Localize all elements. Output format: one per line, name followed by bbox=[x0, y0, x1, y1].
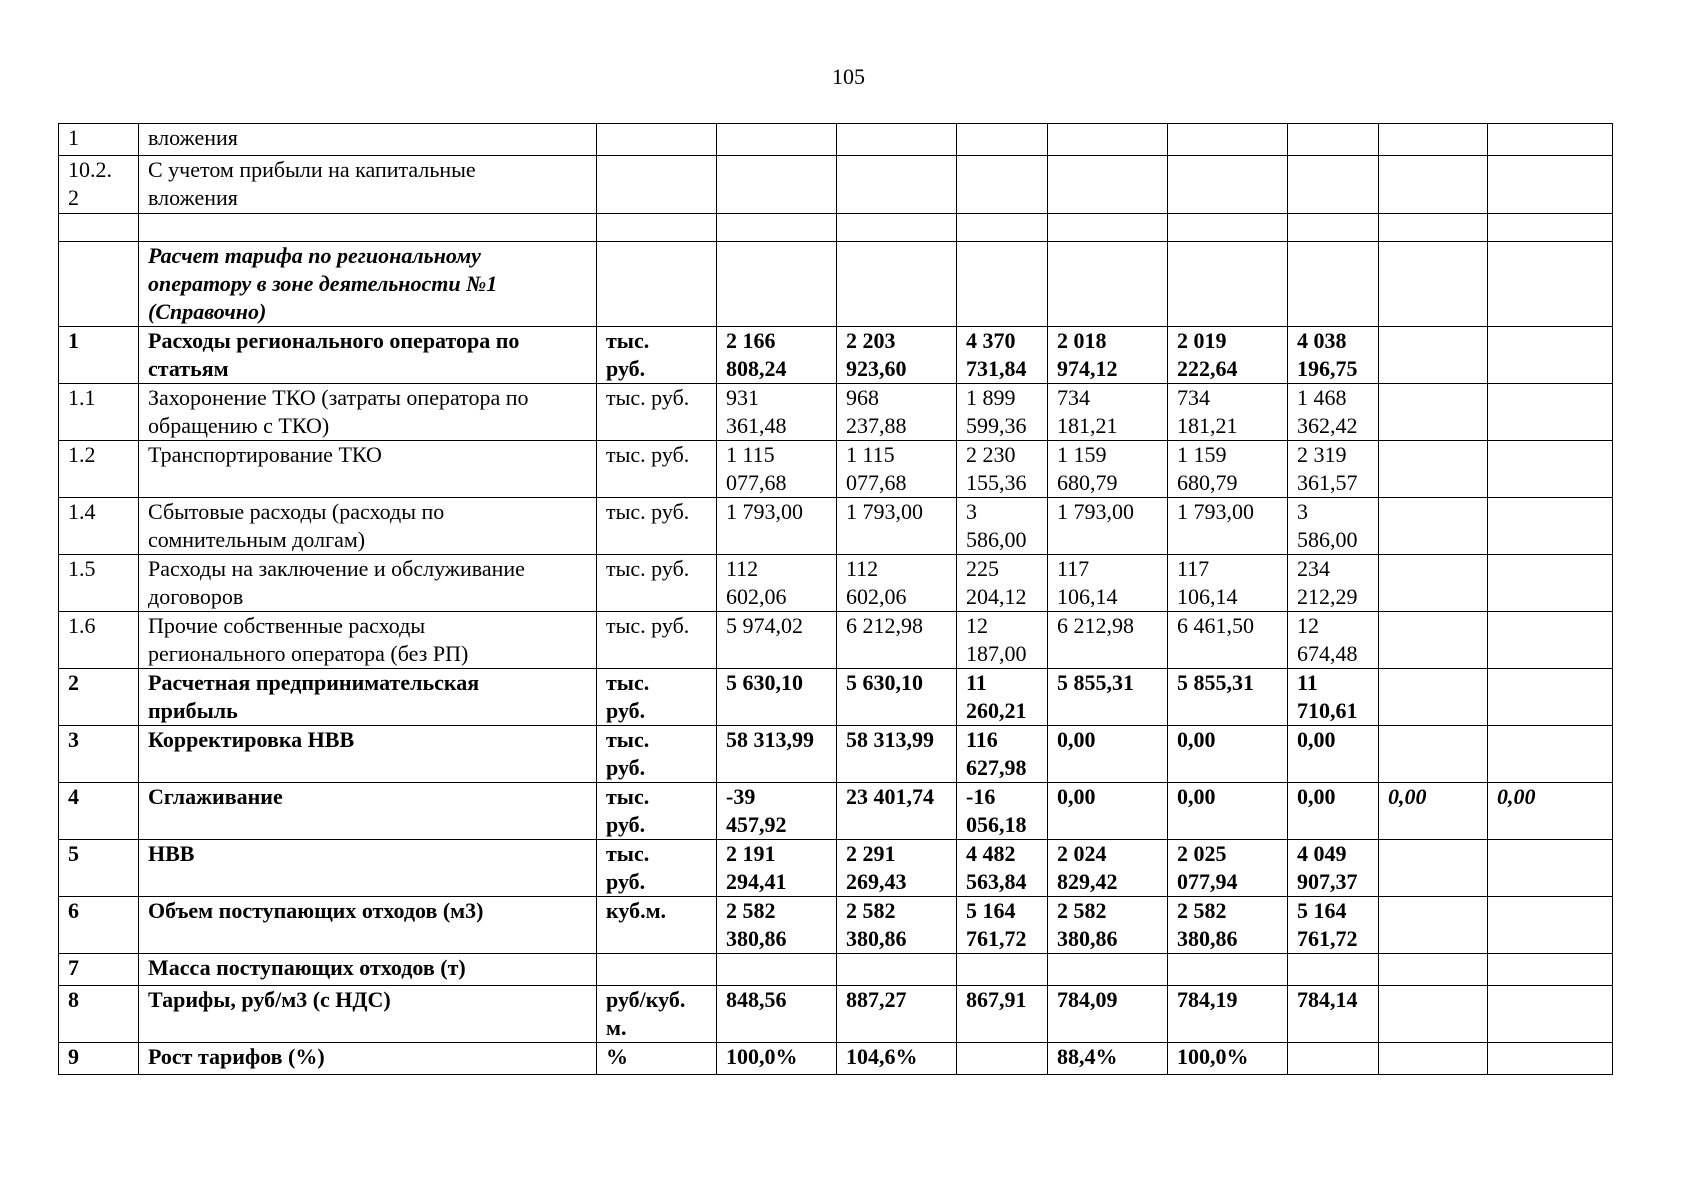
row-number-cell: 9 bbox=[59, 1043, 139, 1075]
value-cell bbox=[1048, 242, 1168, 327]
value-cell: 2 019 222,64 bbox=[1168, 327, 1288, 384]
value-cell: 11 260,21 bbox=[957, 669, 1048, 726]
value-cell: 5 974,02 bbox=[717, 612, 837, 669]
unit-cell: куб.м. bbox=[597, 897, 717, 954]
unit-cell: тыс. руб. bbox=[597, 327, 717, 384]
unit-cell: % bbox=[597, 1043, 717, 1075]
unit-cell bbox=[597, 124, 717, 156]
value-cell: 6 212,98 bbox=[1048, 612, 1168, 669]
value-cell bbox=[1379, 242, 1488, 327]
unit-cell: тыс. руб. bbox=[597, 384, 717, 441]
value-cell bbox=[1379, 726, 1488, 783]
value-cell bbox=[717, 156, 837, 214]
row-number-cell: 8 bbox=[59, 986, 139, 1043]
value-cell: 100,0% bbox=[717, 1043, 837, 1075]
value-cell bbox=[717, 954, 837, 986]
item-name-cell: С учетом прибыли на капитальные вложения bbox=[139, 156, 597, 214]
value-cell: 968 237,88 bbox=[837, 384, 957, 441]
value-cell bbox=[1488, 214, 1613, 242]
value-cell: 0,00 bbox=[1048, 726, 1168, 783]
item-name-cell: Масса поступающих отходов (т) bbox=[139, 954, 597, 986]
value-cell: 112 602,06 bbox=[717, 555, 837, 612]
value-cell bbox=[1488, 156, 1613, 214]
value-cell: 6 461,50 bbox=[1168, 612, 1288, 669]
row-number-cell bbox=[59, 214, 139, 242]
value-cell bbox=[1488, 555, 1613, 612]
table-row bbox=[59, 441, 1613, 498]
value-cell bbox=[1488, 242, 1613, 327]
item-name-cell: Транспортирование ТКО bbox=[139, 441, 597, 498]
value-cell bbox=[837, 214, 957, 242]
value-cell: 1 793,00 bbox=[837, 498, 957, 555]
unit-cell bbox=[597, 214, 717, 242]
value-cell bbox=[1488, 1043, 1613, 1075]
value-cell: 58 313,99 bbox=[837, 726, 957, 783]
value-cell: 117 106,14 bbox=[1048, 555, 1168, 612]
value-cell: 23 401,74 bbox=[837, 783, 957, 840]
unit-cell bbox=[597, 954, 717, 986]
tariff-table bbox=[58, 123, 1613, 1075]
table-row bbox=[59, 498, 1613, 555]
table-row bbox=[59, 783, 1613, 840]
value-cell: 2 582 380,86 bbox=[837, 897, 957, 954]
value-cell: 88,4% bbox=[1048, 1043, 1168, 1075]
value-cell bbox=[1379, 1043, 1488, 1075]
value-cell: 4 049 907,37 bbox=[1288, 840, 1379, 897]
page-number: 105 bbox=[832, 64, 865, 89]
table-row bbox=[59, 669, 1613, 726]
value-cell: 2 191 294,41 bbox=[717, 840, 837, 897]
value-cell: 5 630,10 bbox=[837, 669, 957, 726]
value-cell bbox=[957, 214, 1048, 242]
value-cell: 734 181,21 bbox=[1168, 384, 1288, 441]
value-cell bbox=[1488, 612, 1613, 669]
value-cell bbox=[1048, 214, 1168, 242]
row-number-cell: 1.6 bbox=[59, 612, 139, 669]
table-row bbox=[59, 214, 1613, 242]
item-name-cell: НВВ bbox=[139, 840, 597, 897]
unit-cell: тыс. руб. bbox=[597, 441, 717, 498]
row-number-cell: 1 bbox=[59, 327, 139, 384]
item-name-cell bbox=[139, 214, 597, 242]
row-number-cell: 7 bbox=[59, 954, 139, 986]
table-row bbox=[59, 1043, 1613, 1075]
value-cell: 2 582 380,86 bbox=[1168, 897, 1288, 954]
value-cell: 784,09 bbox=[1048, 986, 1168, 1043]
value-cell bbox=[1379, 897, 1488, 954]
table-row bbox=[59, 242, 1613, 327]
value-cell: 784,14 bbox=[1288, 986, 1379, 1043]
table-row bbox=[59, 384, 1613, 441]
value-cell bbox=[1379, 954, 1488, 986]
value-cell: 2 291 269,43 bbox=[837, 840, 957, 897]
value-cell: 1 468 362,42 bbox=[1288, 384, 1379, 441]
item-name-cell: Захоронение ТКО (затраты оператора по обращению с ТКО) bbox=[139, 384, 597, 441]
value-cell: 100,0% bbox=[1168, 1043, 1288, 1075]
unit-cell: тыс. руб. bbox=[597, 612, 717, 669]
value-cell bbox=[1488, 384, 1613, 441]
value-cell bbox=[1488, 498, 1613, 555]
value-cell bbox=[1379, 124, 1488, 156]
value-cell bbox=[1379, 384, 1488, 441]
table-row bbox=[59, 156, 1613, 214]
value-cell bbox=[717, 124, 837, 156]
value-cell: 5 855,31 bbox=[1048, 669, 1168, 726]
row-number-cell: 6 bbox=[59, 897, 139, 954]
value-cell: 887,27 bbox=[837, 986, 957, 1043]
value-cell bbox=[1488, 897, 1613, 954]
unit-cell: тыс. руб. bbox=[597, 498, 717, 555]
unit-cell: тыс. руб. bbox=[597, 783, 717, 840]
value-cell bbox=[1379, 156, 1488, 214]
value-cell: 234 212,29 bbox=[1288, 555, 1379, 612]
value-cell: 1 115 077,68 bbox=[717, 441, 837, 498]
value-cell: 2 024 829,42 bbox=[1048, 840, 1168, 897]
value-cell bbox=[1288, 214, 1379, 242]
row-number-cell: 1.1 bbox=[59, 384, 139, 441]
value-cell bbox=[717, 214, 837, 242]
unit-cell: руб/куб. м. bbox=[597, 986, 717, 1043]
value-cell: 225 204,12 bbox=[957, 555, 1048, 612]
item-name-cell: Расходы на заключение и обслуживание договоров bbox=[139, 555, 597, 612]
item-name-cell: Расходы регионального оператора по статьям bbox=[139, 327, 597, 384]
item-name-cell: Расчет тарифа по региональному оператору в зоне деятельности №1 (Справочно) bbox=[139, 242, 597, 327]
value-cell bbox=[1488, 669, 1613, 726]
table-row bbox=[59, 555, 1613, 612]
row-number-cell: 3 bbox=[59, 726, 139, 783]
item-name-cell: вложения bbox=[139, 124, 597, 156]
value-cell bbox=[1288, 1043, 1379, 1075]
value-cell bbox=[1288, 242, 1379, 327]
unit-cell bbox=[597, 242, 717, 327]
value-cell bbox=[957, 156, 1048, 214]
value-cell: 4 482 563,84 bbox=[957, 840, 1048, 897]
value-cell: 1 793,00 bbox=[1048, 498, 1168, 555]
value-cell bbox=[717, 242, 837, 327]
value-cell bbox=[1379, 498, 1488, 555]
value-cell bbox=[1379, 327, 1488, 384]
value-cell bbox=[1048, 124, 1168, 156]
value-cell bbox=[1168, 124, 1288, 156]
value-cell: 931 361,48 bbox=[717, 384, 837, 441]
value-cell: -39 457,92 bbox=[717, 783, 837, 840]
value-cell bbox=[1488, 986, 1613, 1043]
value-cell: 6 212,98 bbox=[837, 612, 957, 669]
value-cell bbox=[1379, 555, 1488, 612]
value-cell: 2 025 077,94 bbox=[1168, 840, 1288, 897]
value-cell: 11 710,61 bbox=[1288, 669, 1379, 726]
row-number-cell: 1 bbox=[59, 124, 139, 156]
value-cell: 2 018 974,12 bbox=[1048, 327, 1168, 384]
value-cell bbox=[1379, 441, 1488, 498]
value-cell bbox=[1168, 156, 1288, 214]
value-cell bbox=[957, 954, 1048, 986]
value-cell bbox=[1488, 840, 1613, 897]
item-name-cell: Прочие собственные расходы регионального оператора (без РП) bbox=[139, 612, 597, 669]
value-cell: 1 115 077,68 bbox=[837, 441, 957, 498]
value-cell: 734 181,21 bbox=[1048, 384, 1168, 441]
value-cell bbox=[957, 1043, 1048, 1075]
value-cell: 1 159 680,79 bbox=[1048, 441, 1168, 498]
row-number-cell: 1.4 bbox=[59, 498, 139, 555]
value-cell bbox=[1488, 441, 1613, 498]
value-cell: 2 582 380,86 bbox=[1048, 897, 1168, 954]
value-cell: 3 586,00 bbox=[957, 498, 1048, 555]
value-cell bbox=[1379, 214, 1488, 242]
unit-cell: тыс. руб. bbox=[597, 669, 717, 726]
value-cell: 112 602,06 bbox=[837, 555, 957, 612]
value-cell: -16 056,18 bbox=[957, 783, 1048, 840]
value-cell: 104,6% bbox=[837, 1043, 957, 1075]
table-row bbox=[59, 726, 1613, 783]
value-cell: 0,00 bbox=[1288, 726, 1379, 783]
value-cell: 12 187,00 bbox=[957, 612, 1048, 669]
value-cell: 1 899 599,36 bbox=[957, 384, 1048, 441]
value-cell bbox=[957, 124, 1048, 156]
unit-cell: тыс. руб. bbox=[597, 840, 717, 897]
value-cell: 2 203 923,60 bbox=[837, 327, 957, 384]
value-cell: 0,00 bbox=[1168, 726, 1288, 783]
row-number-cell: 1.5 bbox=[59, 555, 139, 612]
item-name-cell: Рост тарифов (%) bbox=[139, 1043, 597, 1075]
value-cell: 4 038 196,75 bbox=[1288, 327, 1379, 384]
value-cell bbox=[1488, 726, 1613, 783]
unit-cell: тыс. руб. bbox=[597, 726, 717, 783]
table-row bbox=[59, 840, 1613, 897]
value-cell: 3 586,00 bbox=[1288, 498, 1379, 555]
value-cell bbox=[1379, 669, 1488, 726]
item-name-cell: Объем поступающих отходов (м3) bbox=[139, 897, 597, 954]
value-cell: 116 627,98 bbox=[957, 726, 1048, 783]
value-cell bbox=[1488, 124, 1613, 156]
value-cell bbox=[1168, 954, 1288, 986]
value-cell bbox=[1168, 214, 1288, 242]
row-number-cell: 2 bbox=[59, 669, 139, 726]
value-cell: 0,00 bbox=[1379, 783, 1488, 840]
value-cell: 1 159 680,79 bbox=[1168, 441, 1288, 498]
value-cell: 1 793,00 bbox=[1168, 498, 1288, 555]
value-cell: 58 313,99 bbox=[717, 726, 837, 783]
value-cell bbox=[1379, 986, 1488, 1043]
value-cell: 0,00 bbox=[1048, 783, 1168, 840]
value-cell bbox=[837, 242, 957, 327]
item-name-cell: Сбытовые расходы (расходы по сомнительным долгам) bbox=[139, 498, 597, 555]
value-cell bbox=[1488, 327, 1613, 384]
value-cell: 0,00 bbox=[1488, 783, 1613, 840]
item-name-cell: Корректировка НВВ bbox=[139, 726, 597, 783]
row-number-cell bbox=[59, 242, 139, 327]
item-name-cell: Сглаживание bbox=[139, 783, 597, 840]
value-cell: 0,00 bbox=[1168, 783, 1288, 840]
value-cell bbox=[1048, 954, 1168, 986]
value-cell bbox=[1379, 612, 1488, 669]
value-cell: 4 370 731,84 bbox=[957, 327, 1048, 384]
value-cell bbox=[1288, 954, 1379, 986]
unit-cell bbox=[597, 156, 717, 214]
value-cell: 784,19 bbox=[1168, 986, 1288, 1043]
value-cell: 2 582 380,86 bbox=[717, 897, 837, 954]
row-number-cell: 10.2. 2 bbox=[59, 156, 139, 214]
table-row bbox=[59, 897, 1613, 954]
row-number-cell: 4 bbox=[59, 783, 139, 840]
value-cell: 1 793,00 bbox=[717, 498, 837, 555]
value-cell: 848,56 bbox=[717, 986, 837, 1043]
table-row bbox=[59, 327, 1613, 384]
value-cell bbox=[837, 954, 957, 986]
value-cell: 117 106,14 bbox=[1168, 555, 1288, 612]
item-name-cell: Тарифы, руб/м3 (с НДС) bbox=[139, 986, 597, 1043]
value-cell bbox=[1168, 242, 1288, 327]
value-cell: 867,91 bbox=[957, 986, 1048, 1043]
value-cell: 2 166 808,24 bbox=[717, 327, 837, 384]
item-name-cell: Расчетная предпринимательская прибыль bbox=[139, 669, 597, 726]
value-cell bbox=[1048, 156, 1168, 214]
value-cell bbox=[957, 242, 1048, 327]
value-cell: 2 319 361,57 bbox=[1288, 441, 1379, 498]
value-cell: 5 164 761,72 bbox=[1288, 897, 1379, 954]
value-cell bbox=[837, 156, 957, 214]
table-row bbox=[59, 612, 1613, 669]
value-cell bbox=[1488, 954, 1613, 986]
value-cell: 2 230 155,36 bbox=[957, 441, 1048, 498]
value-cell bbox=[1379, 840, 1488, 897]
table-row bbox=[59, 954, 1613, 986]
value-cell bbox=[1288, 156, 1379, 214]
value-cell bbox=[837, 124, 957, 156]
value-cell: 5 855,31 bbox=[1168, 669, 1288, 726]
value-cell: 5 164 761,72 bbox=[957, 897, 1048, 954]
table-row bbox=[59, 986, 1613, 1043]
value-cell: 0,00 bbox=[1288, 783, 1379, 840]
value-cell bbox=[1288, 124, 1379, 156]
table-row bbox=[59, 124, 1613, 156]
unit-cell: тыс. руб. bbox=[597, 555, 717, 612]
value-cell: 12 674,48 bbox=[1288, 612, 1379, 669]
value-cell: 5 630,10 bbox=[717, 669, 837, 726]
row-number-cell: 1.2 bbox=[59, 441, 139, 498]
row-number-cell: 5 bbox=[59, 840, 139, 897]
